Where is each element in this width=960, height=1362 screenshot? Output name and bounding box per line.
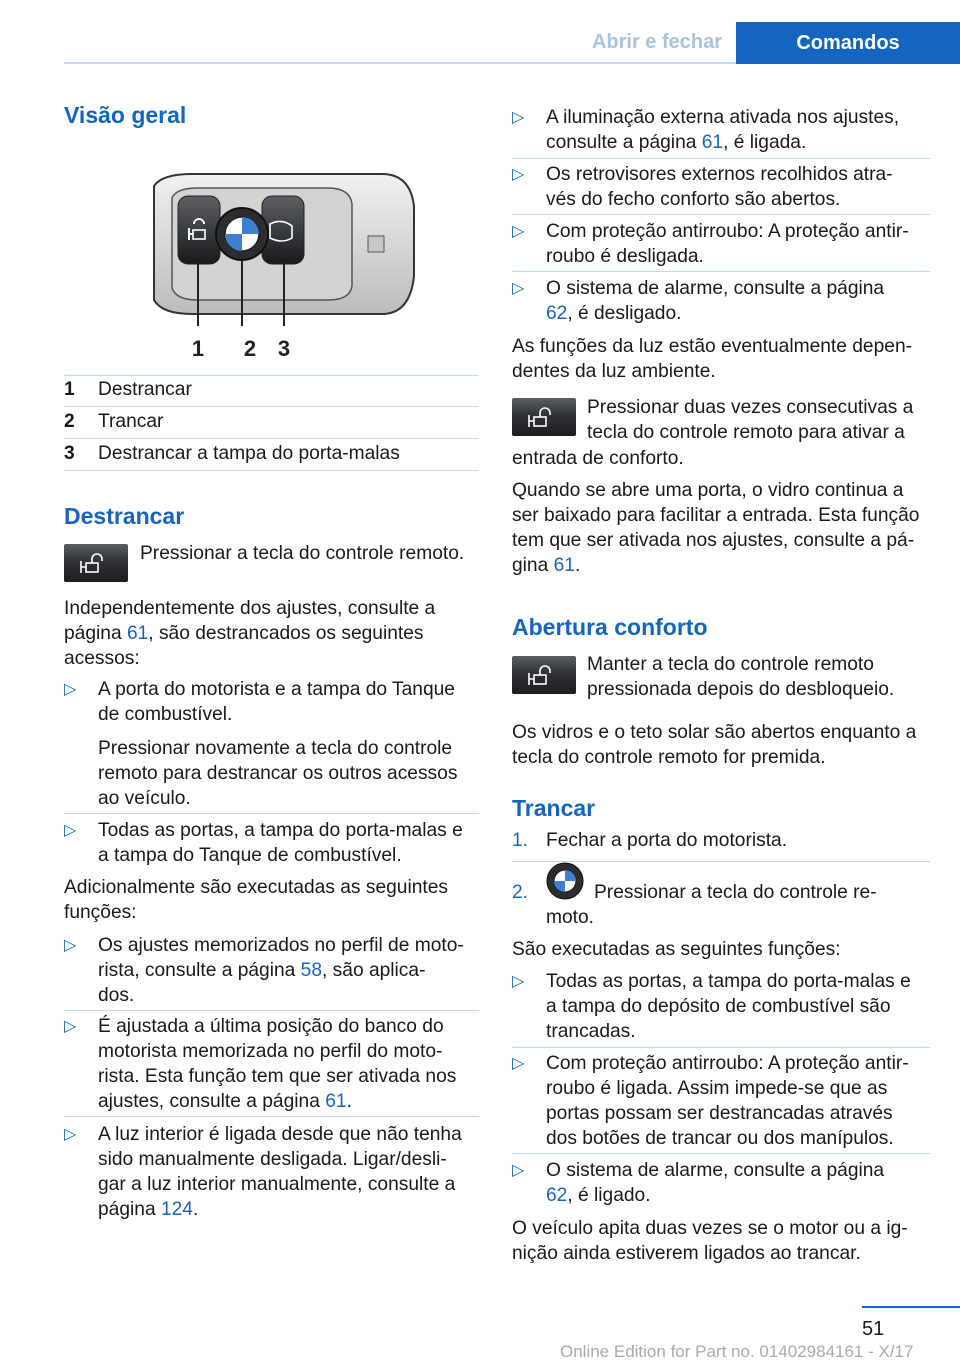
list-rule: [64, 1010, 479, 1011]
bullet-item: Todas as portas, a tampa do porta-malas e a tampa do Tanque de combustível.: [98, 820, 463, 866]
list-rule: [64, 1116, 479, 1117]
heading-abertura-conforto: Abertura conforto: [512, 614, 708, 640]
page-link[interactable]: 62: [546, 303, 568, 324]
bullet-icon: ▷: [512, 1162, 525, 1179]
bullet-item: Com proteção antirroubo: A proteção antir- roubo é ligada. Assim impede-se que as portas possam ser destrancadas através dos botões de trancar ou dos manípulos.: [546, 1053, 909, 1149]
page-number: 51: [862, 1318, 885, 1340]
list-rule: [512, 1047, 930, 1048]
unlock-button-icon: [512, 398, 576, 436]
bullet-item: Os retrovisores externos recolhidos atra- vés do fecho conforto são abertos.: [546, 164, 893, 210]
list-rule: [64, 813, 479, 814]
functions-paragraph: São executadas as seguintes funções:: [512, 939, 841, 960]
step-number: 2.: [512, 882, 529, 903]
bullet-icon: ▷: [64, 822, 77, 839]
bullet-item: A iluminação externa ativada nos ajustes, consulte a página 61, é ligada.: [546, 107, 900, 153]
double-press-instruction: Pressionar duas vezes consecutivas a tecla do controle remoto para ativar a: [587, 397, 914, 443]
bullet-icon: ▷: [64, 1018, 77, 1035]
heading-trancar: Trancar: [512, 795, 596, 821]
bullet-icon: ▷: [64, 1126, 77, 1143]
bullet-sub-paragraph: Pressionar novamente a tecla do controle remoto para destrancar os outros acessos ao veículo.: [98, 738, 458, 809]
additional-paragraph: Adicionalmente são executadas as seguintes funções:: [64, 877, 448, 923]
footer-edition: Online Edition for Part no. 01402984161 - X/17: [560, 1342, 914, 1361]
list-rule: [512, 158, 930, 159]
unlock-button-icon: [64, 544, 128, 582]
bullet-item: É ajustada a última posição do banco do motorista memorizada no perfil do moto- rista. Esta função tem que ser ativada nos ajustes, consulte a página 61.: [98, 1016, 457, 1112]
bullet-icon: ▷: [512, 973, 525, 990]
bullet-item: Com proteção antirroubo: A proteção antir- roubo é desligada.: [546, 221, 909, 267]
tab-abrir-e-fechar[interactable]: Abrir e fechar: [591, 30, 723, 53]
key-fob-illustration: [132, 166, 422, 366]
legend-rule: [64, 438, 479, 439]
legend-num: 3: [64, 443, 75, 464]
light-paragraph: As funções da luz estão eventualmente depen- dentes da luz ambiente.: [512, 336, 913, 382]
step-text: Fechar a porta do motorista.: [546, 830, 788, 851]
legend-text: Destrancar a tampa do porta-malas: [98, 443, 400, 464]
page-link[interactable]: 61: [701, 132, 724, 153]
legend-num: 1: [64, 379, 75, 400]
unlock-instruction: Pressionar a tecla do controle remoto.: [140, 543, 465, 564]
unlock-button-icon: [512, 656, 576, 694]
legend-text: Trancar: [98, 411, 164, 432]
legend-rule: [64, 406, 479, 407]
legend-rule: [64, 470, 479, 471]
bullet-item: A luz interior é ligada desde que não tenha sido manualmente desligada. Ligar/desli- gar a luz interior manualmente, consulte a página 124.: [98, 1124, 462, 1220]
list-rule: [512, 1153, 930, 1154]
step-text: Pressionar a tecla do controle re-: [594, 882, 877, 903]
page-link[interactable]: 124: [160, 1199, 193, 1220]
tab-comandos[interactable]: Comandos: [736, 22, 960, 64]
bullet-icon: ▷: [512, 223, 525, 240]
door-paragraph: Quando se abre uma porta, o vidro continua a ser baixado para facilitar a entrada. Esta função tem que ser ativada nos ajustes, consulte a pá- gina 61.: [512, 480, 920, 576]
intro-paragraph: Independentemente dos ajustes, consulte a página 61, são destrancados os seguintes acessos:: [64, 598, 436, 669]
figure-label-3: 3: [277, 336, 291, 361]
page-link[interactable]: 58: [300, 960, 323, 981]
bullet-icon: ▷: [64, 681, 77, 698]
bullet-icon: ▷: [512, 280, 525, 297]
figure-label-2: 2: [243, 336, 257, 361]
bullet-icon: ▷: [512, 109, 525, 126]
page-link[interactable]: 61: [325, 1091, 347, 1112]
step-number: 1.: [512, 830, 529, 851]
bullet-item: O sistema de alarme, consulte a página 62, é ligado.: [546, 1160, 885, 1206]
legend-rule: [64, 375, 479, 376]
page-link[interactable]: 61: [126, 623, 149, 644]
bullet-item: O sistema de alarme, consulte a página 62, é desligado.: [546, 278, 885, 324]
windows-paragraph: Os vidros e o teto solar são abertos enquanto a tecla do controle remoto for premida.: [512, 722, 917, 768]
legend-num: 2: [64, 411, 75, 432]
bullet-icon: ▷: [512, 166, 525, 183]
legend-text: Destrancar: [98, 379, 192, 400]
bullet-icon: ▷: [512, 1055, 525, 1072]
heading-visao-geral: Visão geral: [64, 102, 187, 128]
bullet-item: A porta do motorista e a tampa do Tanque de combustível.: [98, 679, 455, 725]
page-link[interactable]: 61: [553, 555, 575, 576]
bmw-button-icon: [546, 862, 584, 900]
list-rule: [512, 271, 930, 272]
figure-label-1: 1: [191, 336, 205, 361]
page-link[interactable]: 62: [546, 1185, 568, 1206]
bullet-item: Os ajustes memorizados no perfil de moto- rista, consulte a página 58, são aplica- dos.: [98, 935, 464, 1006]
hold-instruction: Manter a tecla do controle remoto pressionada depois do desbloqueio.: [587, 654, 895, 700]
beep-paragraph: O veículo apita duas vezes se o motor ou a ig- nição ainda estiverem ligados ao trancar.: [512, 1218, 908, 1264]
bullet-item: Todas as portas, a tampa do porta-malas e a tampa do depósito de combustível são trancadas.: [546, 971, 911, 1042]
footer-rule: [862, 1306, 960, 1308]
step-text-end: moto.: [546, 907, 594, 928]
double-press-instruction-end: entrada de conforto.: [512, 448, 684, 469]
bullet-icon: ▷: [64, 937, 77, 954]
heading-destrancar: Destrancar: [64, 503, 185, 529]
list-rule: [512, 214, 930, 215]
